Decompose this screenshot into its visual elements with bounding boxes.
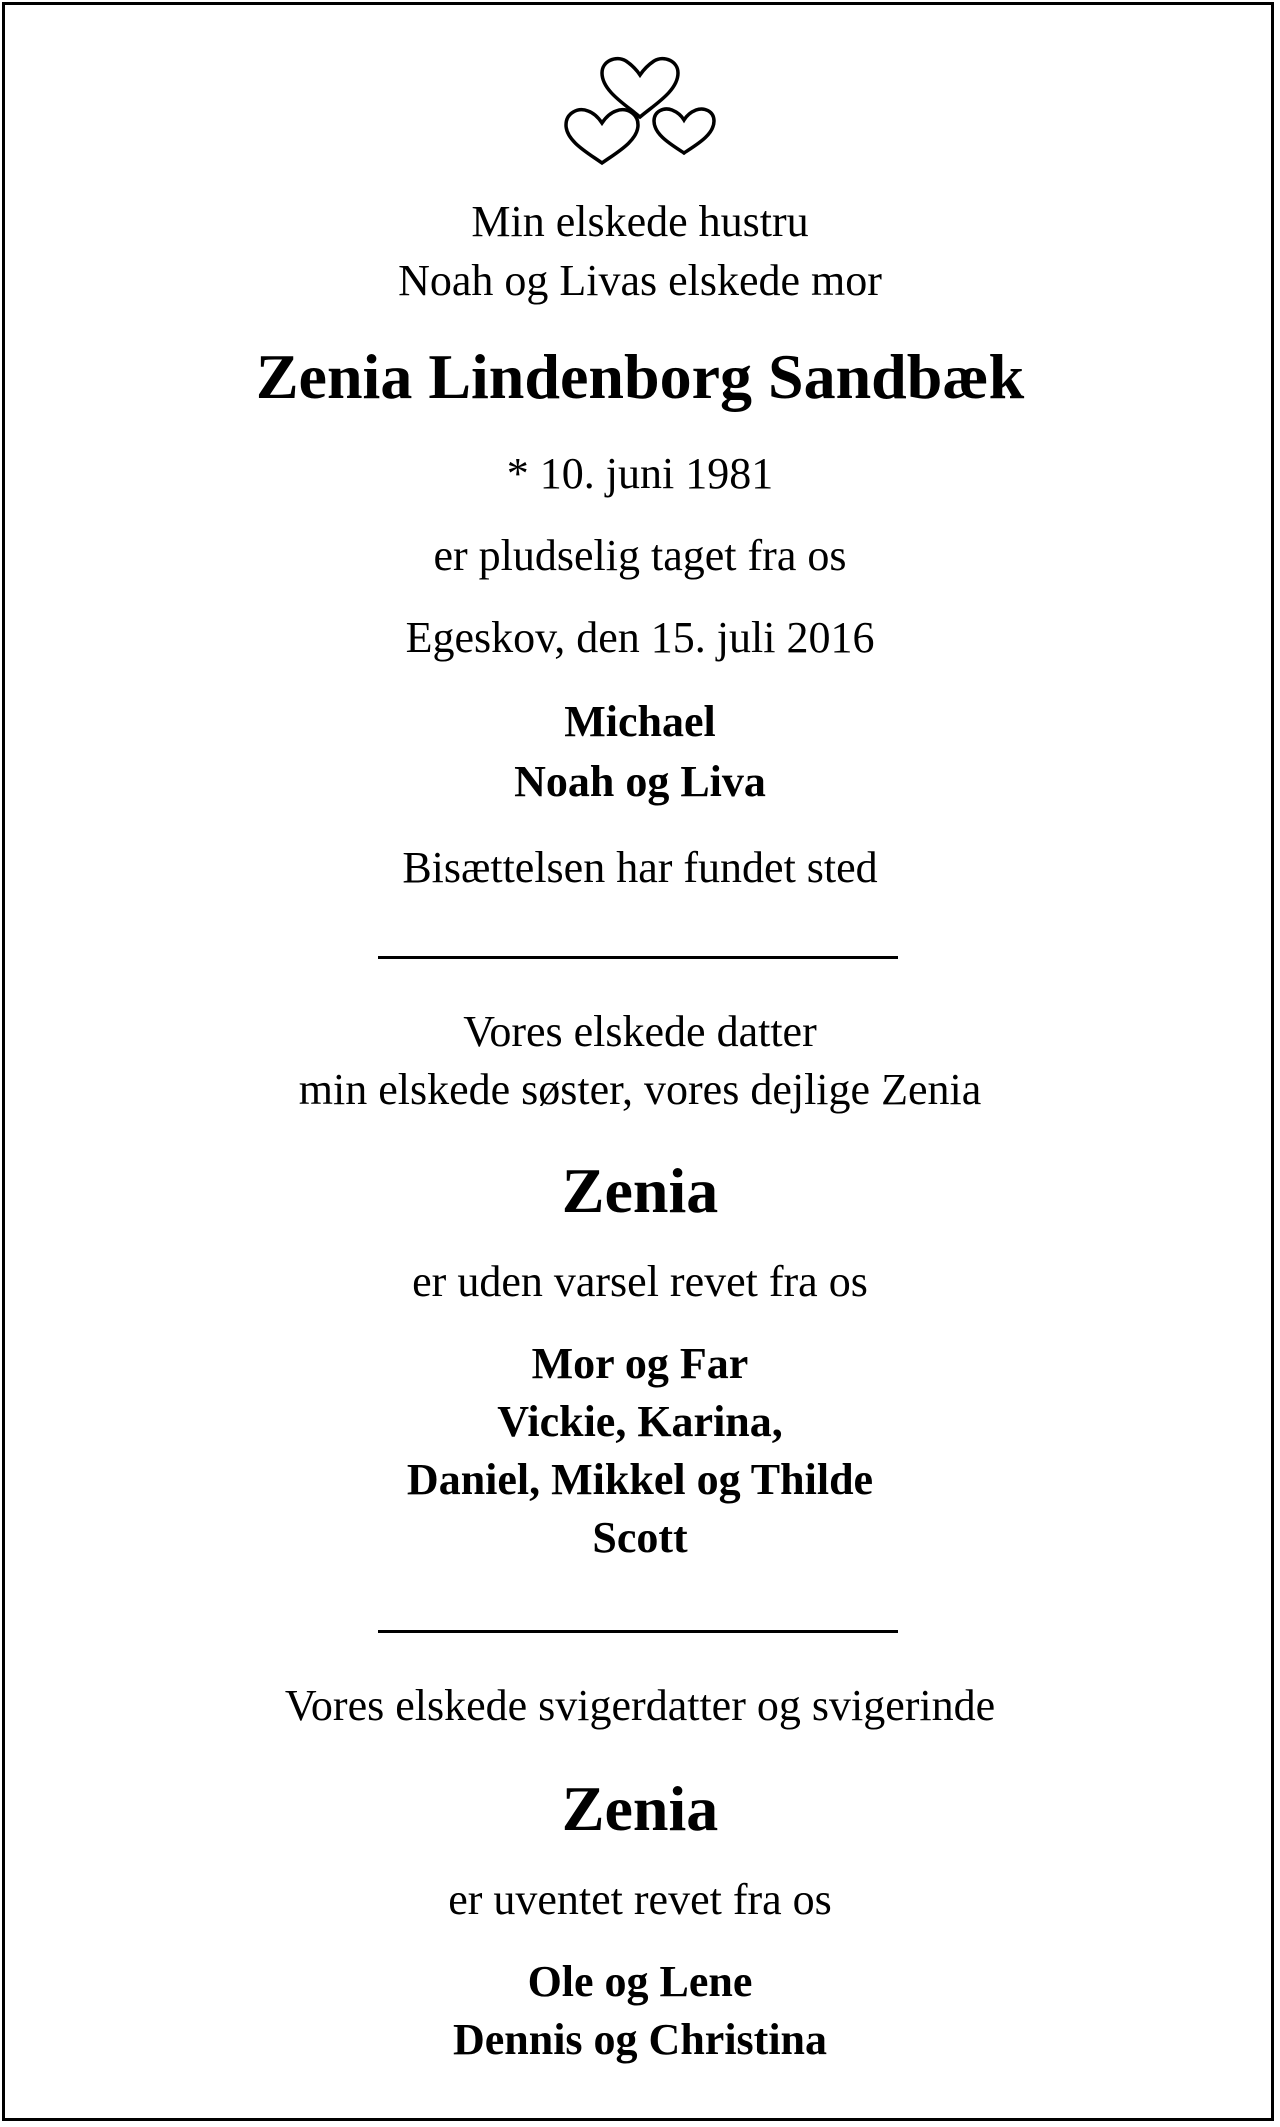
section-divider (378, 1630, 898, 1633)
signer-name: Dennis og Christina (452, 2015, 828, 2064)
intro-line: Noah og Livas elskede mor (398, 256, 882, 305)
deceased-name: Zenia (561, 1155, 719, 1226)
message-line: er uventet revet fra os (448, 1875, 832, 1924)
section-divider (378, 956, 898, 959)
birth-date: * 10. juni 1981 (506, 449, 774, 498)
intro-line: Vores elskede datter (463, 1007, 817, 1056)
signer-name: Noah og Liva (514, 757, 766, 806)
ceremony-note: Bisættelsen har fundet sted (402, 843, 878, 892)
two-hearts-icon (560, 55, 720, 170)
intro-line: min elskede søster, vores dejlige Zenia (298, 1065, 982, 1114)
signer-name: Scott (592, 1513, 688, 1562)
signer-name: Ole og Lene (527, 1957, 753, 2006)
signer-name: Mor og Far (531, 1339, 749, 1388)
deceased-name: Zenia (561, 1773, 719, 1844)
deceased-name: Zenia Lindenborg Sandbæk (255, 341, 1025, 412)
place-date: Egeskov, den 15. juli 2016 (405, 613, 875, 662)
intro-line: Min elskede hustru (471, 197, 809, 246)
signer-name: Michael (564, 697, 716, 746)
message-line: er pludselig taget fra os (433, 531, 847, 580)
signer-name: Vickie, Karina, (497, 1397, 783, 1446)
message-line: er uden varsel revet fra os (412, 1257, 868, 1306)
signer-name: Daniel, Mikkel og Thilde (406, 1455, 874, 1504)
intro-line: Vores elskede svigerdatter og svigerinde (284, 1681, 996, 1730)
